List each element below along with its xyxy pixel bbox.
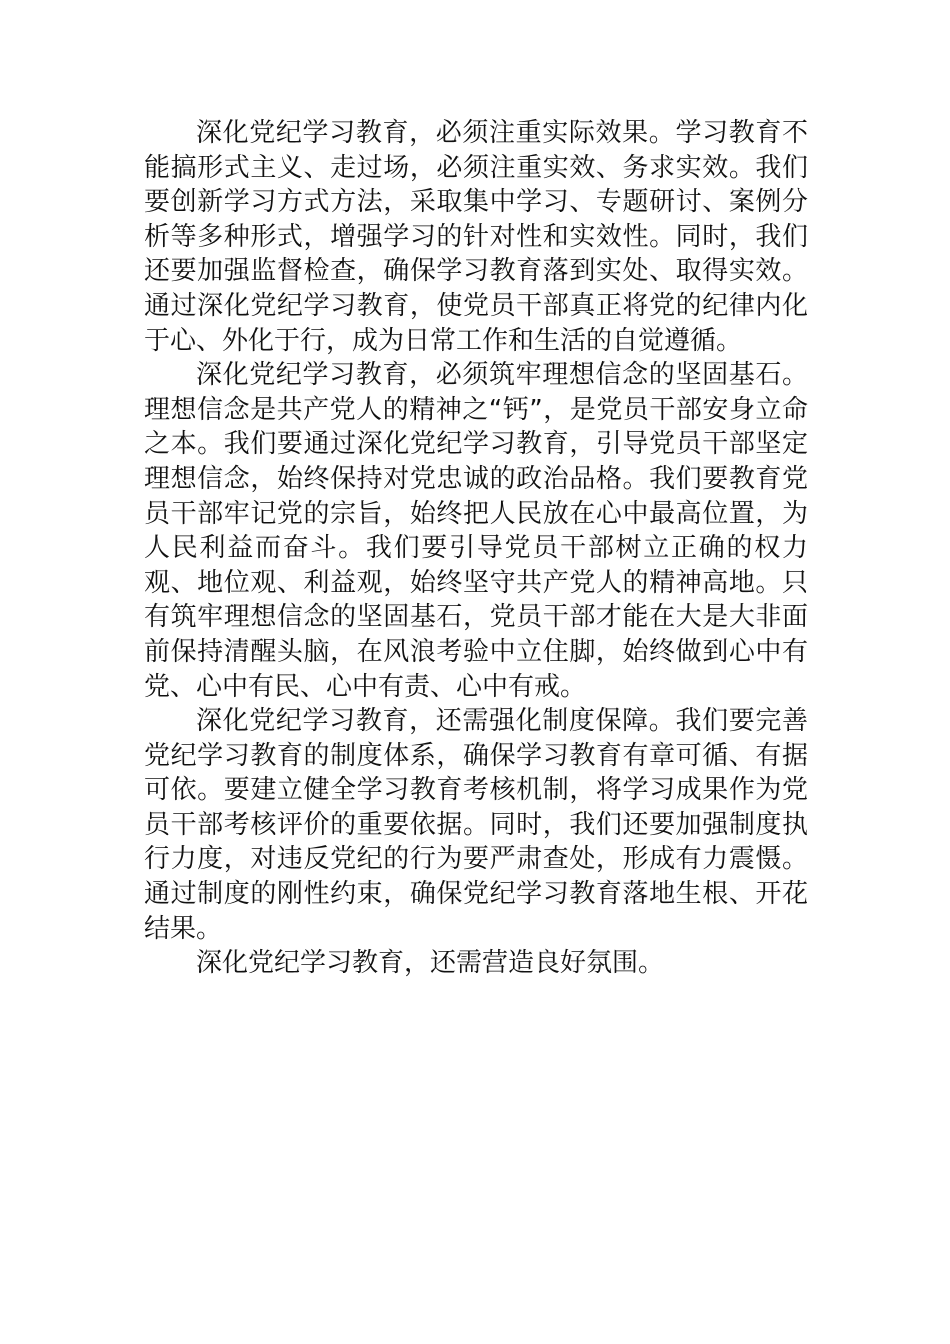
paragraph-2: 深化党纪学习教育，必须筑牢理想信念的坚固基石。理想信念是共产党人的精神之“钙”，是党员干部安身立命之本。我们要通过深化党纪学习教育，引导党员干部坚定理想信念，始终保持对党忠诚的政治品格。我们要教育党员干部牢记党的宗旨，始终把人民放在心中最高位置，为人民利益而奋斗。我们要引导党员干部树立正确的权力观、地位观、利益观，始终坚守共产党人的精神高地。只有筑牢理想信念的坚固基石，党员干部才能在大是大非面前保持清醒头脑，在风浪考验中立住脚，始终做到心中有党、心中有民、心中有责、心中有戒。 (144, 360, 808, 702)
paragraph-4: 深化党纪学习教育，还需营造良好氛围。 (196, 948, 665, 979)
paragraph-1: 深化党纪学习教育，必须注重实际效果。学习教育不能搞形式主义、走过场，必须注重实效、务求实效。我们要创新学习方式方法，采取集中学习、专题研讨、案例分析等多种形式，增强学习的针对性和实效性。同时，我们还要加强监督检查，确保学习教育落到实处、取得实效。通过深化党纪学习教育，使党员干部真正将党的纪律内化于心、外化于行，成为日常工作和生活的自觉遵循。 (144, 118, 808, 356)
paragraph-3: 深化党纪学习教育，还需强化制度保障。我们要完善党纪学习教育的制度体系，确保学习教育有章可循、有据可依。要建立健全学习教育考核机制，将学习成果作为党员干部考核评价的重要依据。同时，我们还要加强制度执行力度，对违反党纪的行为要严肃查处，形成有力震慑。通过制度的刚性约束，确保党纪学习教育落地生根、开花结果。 (144, 706, 808, 944)
document-body (144, 116, 808, 981)
